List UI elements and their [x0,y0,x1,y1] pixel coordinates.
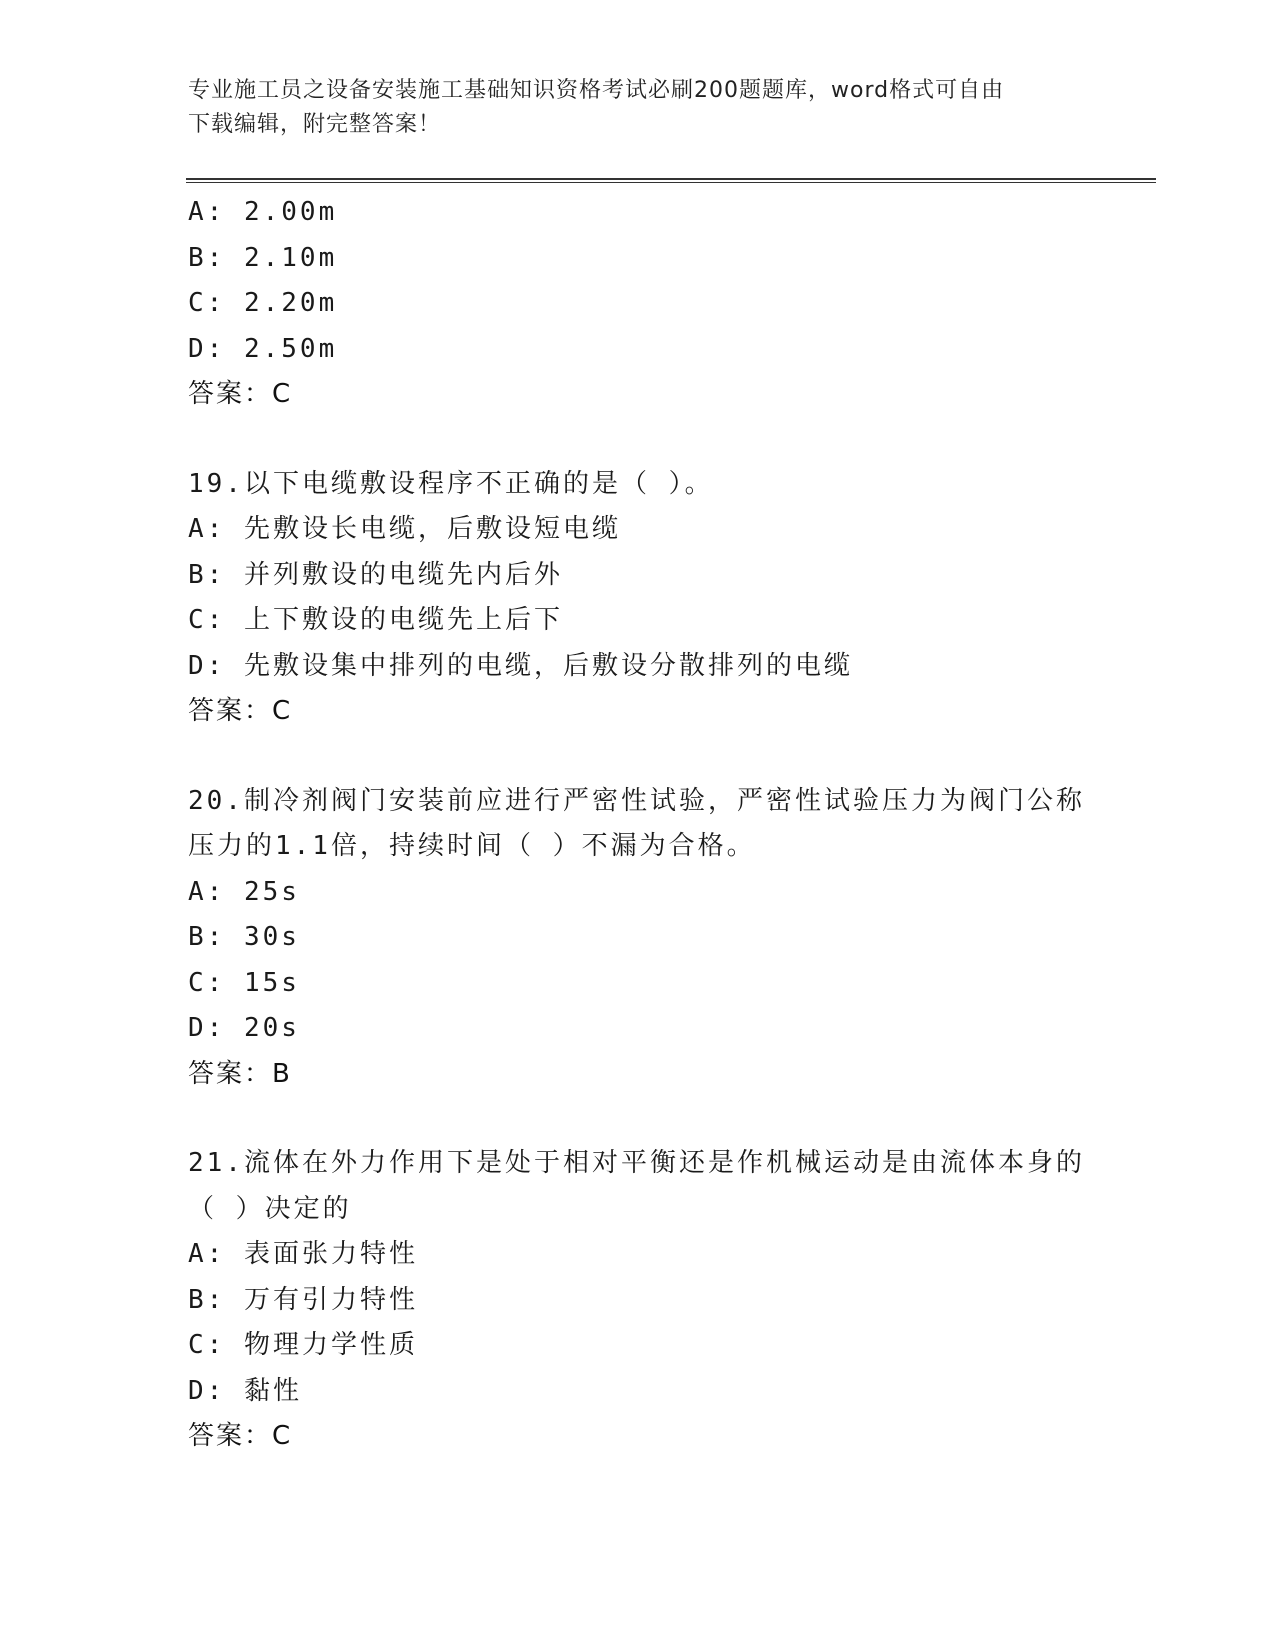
answer-line: 答案：C [188,696,293,726]
question-stem-continued: （ ）决定的 [188,1193,352,1224]
option-b: B: 万有引力特性 [188,1284,418,1315]
answer-line: 答案：C [188,379,293,409]
option-d: D: 20s [188,1013,300,1043]
option-c: C: 物理力学性质 [188,1330,418,1360]
option-a: A: 25s [188,876,300,907]
spacer [188,418,1188,462]
option-a: A: 先敷设长电缆，后敷设短电缆 [188,514,621,544]
spacer [188,735,1188,779]
header-line-1: 专业施工员之设备安装施工基础知识资格考试必刷200题题库，word格式可自由 [188,78,1005,103]
option-a: A: 表面张力特性 [188,1239,418,1269]
answer-line: 答案：B [188,1058,292,1089]
option-d: D: 先敷设集中排列的电缆，后敷设分散排列的电缆 [188,650,853,681]
header-line-2: 下载编辑，附完整答案！ [188,112,442,137]
spacer [188,1097,1188,1141]
page-header [188,74,1088,142]
question-stem: 20.制冷剂阀门安装前应进行严密性试验，严密性试验压力为阀门公称 [188,785,1085,816]
option-a: A: 2.00m [188,197,338,227]
option-c: C: 15s [188,967,300,998]
option-d: D: 黏性 [188,1375,302,1406]
question-stem-continued: 压力的1.1倍，持续时间（ ）不漏为合格。 [188,831,756,861]
question-stem: 21.流体在外力作用下是处于相对平衡还是作机械运动是由流体本身的 [188,1148,1085,1178]
option-b: B: 30s [188,922,300,952]
question-list [188,190,1188,1460]
option-b: B: 并列敷设的电缆先内后外 [188,559,563,590]
answer-line: 答案：C [188,1421,293,1451]
question-block-19 [188,462,1188,735]
option-b: B: 2.10m [188,242,338,273]
question-stem: 19.以下电缆敷设程序不正确的是（ ）。 [188,468,714,499]
option-c: C: 上下敷设的电缆先上后下 [188,605,563,635]
question-block-20 [188,779,1188,1098]
option-d: D: 2.50m [188,333,338,364]
option-c: C: 2.20m [188,288,338,318]
question-block-21 [188,1141,1188,1460]
question-block-prev [188,190,1188,418]
header-divider [186,178,1156,183]
